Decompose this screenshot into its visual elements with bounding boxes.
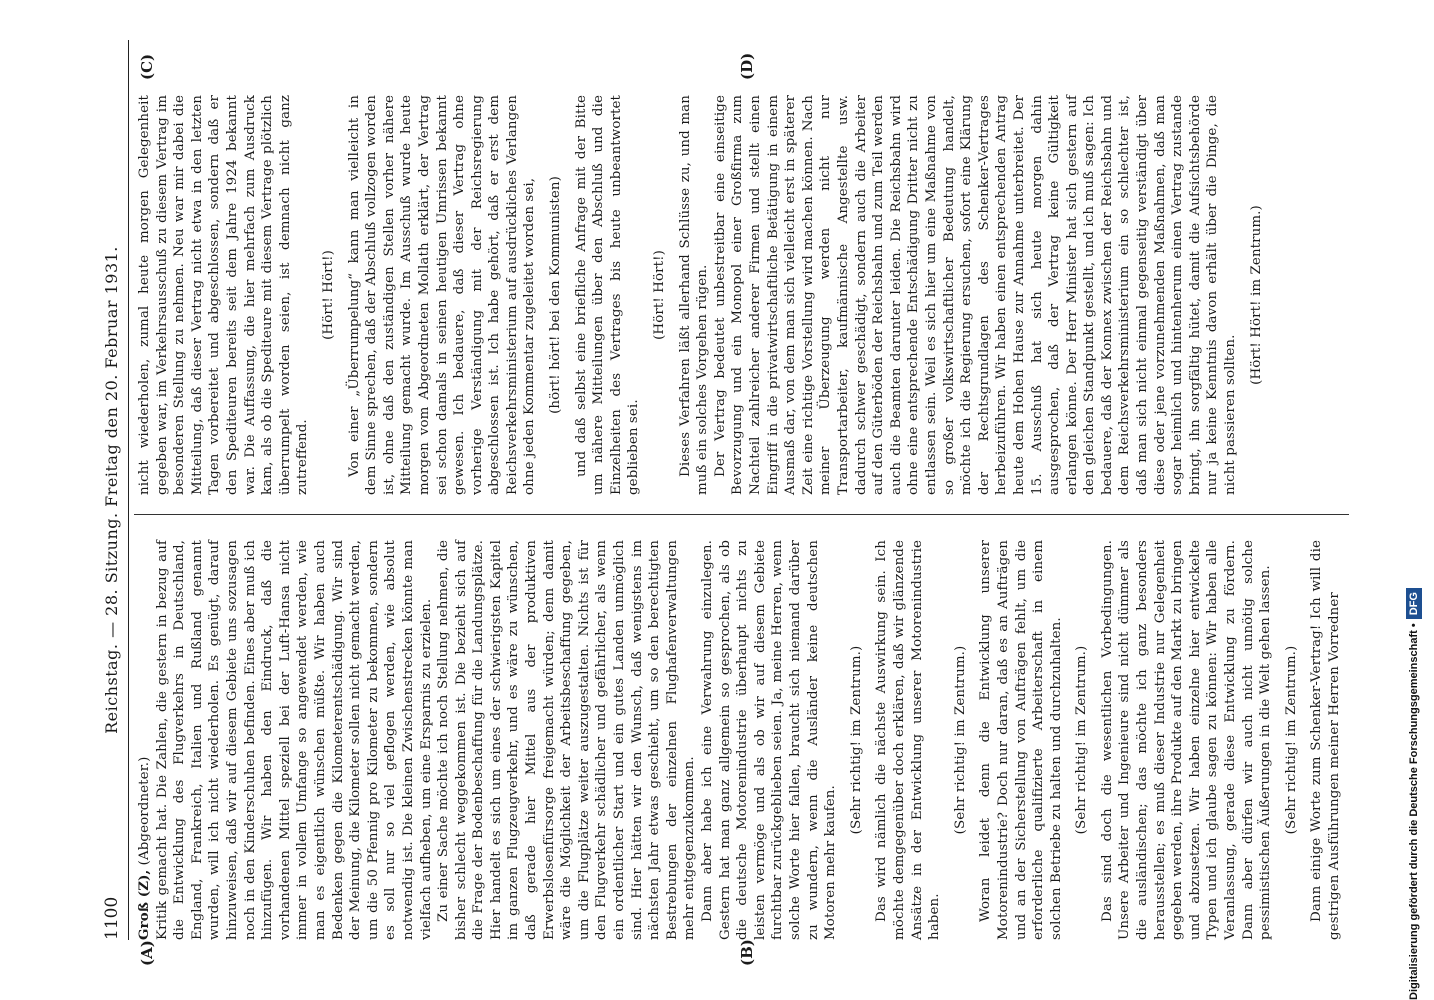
speaker-intro: (Abgeordneter.)	[137, 756, 152, 866]
funding-sidebar	[1402, 10, 1426, 1000]
paragraph: Das wird nämlich die nächste Auswirkung sein. Ich möchte demgegenüber doch erklären, daß wir glänzende Ansätze in der Entwicklung unserer Motorenindustrie haben.	[874, 540, 943, 940]
interjection: (Sehr richtig! im Zentrum.)	[1074, 645, 1090, 835]
rotated-document-page	[98, 40, 1358, 966]
interjection: (hört! hört! bei den Kommunisten)	[548, 176, 564, 414]
paragraph: Kritik gemacht hat. Die Zahlen, die gestern in bezug auf die Entwicklung des Flugverkehrs in Deutschland, England, Frankreich, Italien und Rußland genannt wurden, will ich nicht wiederholen. Es genügt, darauf hinzuweisen, daß wir auf diesem Gebiete uns sozusagen noch in den Kinderschuhen befinden. Eines aber muß ich hinzufügen. Wir haben den Eindruck, daß die vorhandenen Mittel speziell bei der Luft-Hansa nicht immer in vollem Umfange so angewendet werden, wie man es eigentlich wünschen müßte. Wir haben auch Bedenken gegen die Kilometerentschädigung. Wir sind der Meinung, die Kilometer sollen nicht gemacht werden, um die 50 Pfennig pro Kilometer zu bekommen, sondern es soll nur so viel geflogen werden, wie absolut notwendig ist. Die kleinen Zwischenstrecken könnte man vielfach aufheben, um eine Ersparnis zu erzielen.	[154, 540, 434, 940]
column-divider	[134, 514, 1349, 515]
funding-note	[1402, 20, 1426, 1000]
right-column	[136, 95, 1273, 495]
interjection: (Hört! Hört!)	[320, 250, 336, 340]
dfg-logo: DFG	[1406, 588, 1422, 619]
paragraph: Dann aber habe ich eine Verwahrung einzulegen. Gestern hat man ganz allgemein so gesprochen, als ob die deutsche Motorenindustrie überhaupt nichts zu leisten vermöge und als ob wir auf diesem Gebiete furchtbar zurückgeblieben seien. Ja, meine Herren, wenn solche Worte hier fallen, braucht sich niemand darüber zu wundern, wenn die Ausländer keine deutschen Motoren mehr kaufen.	[700, 540, 839, 940]
paragraph: Dann einige Worte zum Schenker-Vertrag! Ich will die gestrigen Ausführungen meiner Herren Vorredner	[1309, 540, 1342, 940]
funding-text: Digitalisierung gefördert durch die Deutsche Forschungsgemeinschaft •	[1408, 623, 1420, 1000]
margin-letter-d: (D)	[738, 52, 756, 80]
interjection: (Sehr richtig! im Zentrum.)	[848, 645, 864, 835]
paragraph: und daß selbst eine briefliche Anfrage mit der Bitte um nähere Mitteilungen über den Abschluß und die Einzelheiten des Vertrages bis heute unbeantwortet geblieben sei.	[573, 95, 642, 495]
paragraph: Zu einer Sache möchte ich noch Stellung nehmen, die bisher schlecht weggekommen ist. Die bezieht sich auf die Frage der Bodenbeschaffung für die Landungsplätze. Hier handelt es sich um eines der schwierigsten Kapitel im ganzen Flugzeugverkehr, und es wäre zu wünschen, daß gerade hier Mittel aus der produktiven Erwerbslosenfürsorge freigemacht würden; denn damit wäre die Möglichkeit der Arbeitsbeschaffung gegeben, um die Flugplätze weiter auszugestalten. Nichts ist für den Flugverkehr schädlicher und gefährlicher, als wenn ein ordentlicher Start und ein gutes Landen unmöglich sind. Hier hätten wir den Wunsch, daß wenigstens im nächsten Jahr etwas geschieht, um so den berechtigten Bestrebungen der einzelnen Flughafenverwaltungen mehr entgegenzukommen.	[436, 540, 698, 940]
margin-letter-a: (A)	[138, 940, 156, 966]
paragraph: Von einer „Überrumpelung“ kann man vielleicht in dem Sinne sprechen, daß der Abschluß vollzogen worden ist, ohne daß den zuständigen Stellen vorher nähere Mitteilung gemacht wurde. Im Ausschuß wurde heute morgen vom Abgeordneten Mollath erklärt, der Vertrag sei schon damals in seinen heutigen Umrissen bekannt gewesen. Ich bedauere, daß dieser Vertrag ohne vorherige Verständigung mit der Reichsregierung abgeschlossen ist. Ich habe gehört, daß er erst dem Reichsverkehrsministerium auf ausdrückliches Verlangen ohne jeden Kommentar zugeleitet worden sei,	[346, 95, 538, 495]
paragraph: Dieses Verfahren läßt allerhand Schlüsse zu, und man muß ein solches Vorgehen rügen.	[677, 95, 711, 495]
margin-letter-b: (B)	[738, 939, 756, 966]
page-number: 1100	[102, 896, 122, 940]
speaker-line	[136, 540, 154, 940]
running-title: Reichstag. — 28. Sitzung. Freitag den 20. Februar 1931.	[102, 246, 121, 734]
speaker-name: Groß (Z),	[136, 869, 152, 940]
paragraph: Woran leidet denn die Entwicklung unserer Motorenindustrie? Doch nur daran, daß es an Aufträgen und an der Sicherstellung von Aufträgen fehlt, um die erforderliche qualifizierte Arbeiterschaft in einem solchen Betriebe zu halten und durchzuhalten.	[978, 540, 1064, 940]
interjection: (Hört! Hört!)	[652, 250, 668, 340]
interjection: (Hört! Hört! im Zentrum.)	[1248, 205, 1264, 385]
interjection: (Sehr richtig! im Zentrum.)	[952, 645, 968, 835]
paragraph: Das sind doch die wesentlichen Vorbedingungen. Unsere Arbeiter und Ingenieure sind nicht dümmer als die ausländischen; das möchte ich ganz besonders herausstellen; es muß dieser Industrie nur Gelegenheit gegeben werden, ihre Produkte auf den Markt zu bringen und abzusetzen. Wir haben einzelne hier entwickelte Typen und ich glaube sagen zu können: Wir haben alle Veranlassung, gerade diese Entwicklung zu fördern. Dann aber dürfen wir auch nicht unnötig solche pessimistischen Äußerungen in die Welt gehen lassen.	[1099, 540, 1274, 940]
page-header	[98, 40, 129, 940]
paragraph: nicht wiederholen, zumal heute morgen Gelegenheit gegeben war, im Verkehrsausschuß zu diesem Vertrag im besonderen Stellung zu nehmen. Neu war mir dabei die Mitteilung, daß dieser Vertrag nicht etwa in den letzten Tagen vorbereitet und abgeschlossen, sondern daß er den Spediteuren bereits seit dem Jahre 1924 bekannt war. Die Auffassung, die hier mehrfach zum Ausdruck kam, als ob die Spediteure mit diesem Vertrage plötzlich überrumpelt worden seien, ist demnach nicht ganz zutreffend.	[137, 95, 311, 495]
left-column	[136, 540, 1344, 940]
margin-letter-c: (C)	[138, 53, 156, 80]
interjection: (Sehr richtig! im Zentrum.)	[1283, 645, 1299, 835]
paragraph: Der Vertrag bedeutet unbestreitbar eine einseitige Bevorzugung und ein Monopol einer Großfirma zum Nachteil zahlreicher anderer Firmen und stellt einen Eingriff in die privatwirtschaftliche Betätigung in einem Ausmaß dar, von dem man sich vielleicht erst in späterer Zeit eine richtige Vorstellung wird machen können. Nach meiner Überzeugung werden nicht nur Transportarbeiter, kaufmännische Angestellte usw. dadurch schwer geschädigt, sondern auch die Arbeiter auf den Güterböden der Reichsbahn und zum Teil werden auch die Beamten darunter leiden. Die Reichsbahn wird ohne eine entsprechende Entschädigung Dritter nicht zu entlassen sein. Weil es sich hier um eine Maßnahme von so großer volkswirtschaftlicher Bedeutung handelt, möchte ich die Regierung ersuchen, sofort eine Klärung der Rechtsgrundlagen des Schenker-Vertrages herbeizuführen. Wir haben einen entsprechenden Antrag heute dem Hohen Hause zur Annahme unterbreitet. Der 15. Ausschuß hat sich heute morgen dahin ausgesprochen, daß der Vertrag keine Gültigkeit erlangen könne. Der Herr Minister hat sich gestern auf den gleichen Standpunkt gestellt, und ich muß sagen: Ich bedauere, daß der Konnex zwischen der Reichsbahn und dem Reichsverkehrsministerium ein so schlechter ist, daß man sich nicht einmal gegenseitig verständigt über diese oder jene vorzunehmenden Maßnahmen, daß man sogar heimlich und hintenherum einen Vertrag zustande bringt, ihn sorgfältig hütet, damit die Aufsichtsbehörde nur ja keine Kenntnis davon erhält über die Dinge, die nicht passieren sollten.	[712, 95, 1239, 495]
